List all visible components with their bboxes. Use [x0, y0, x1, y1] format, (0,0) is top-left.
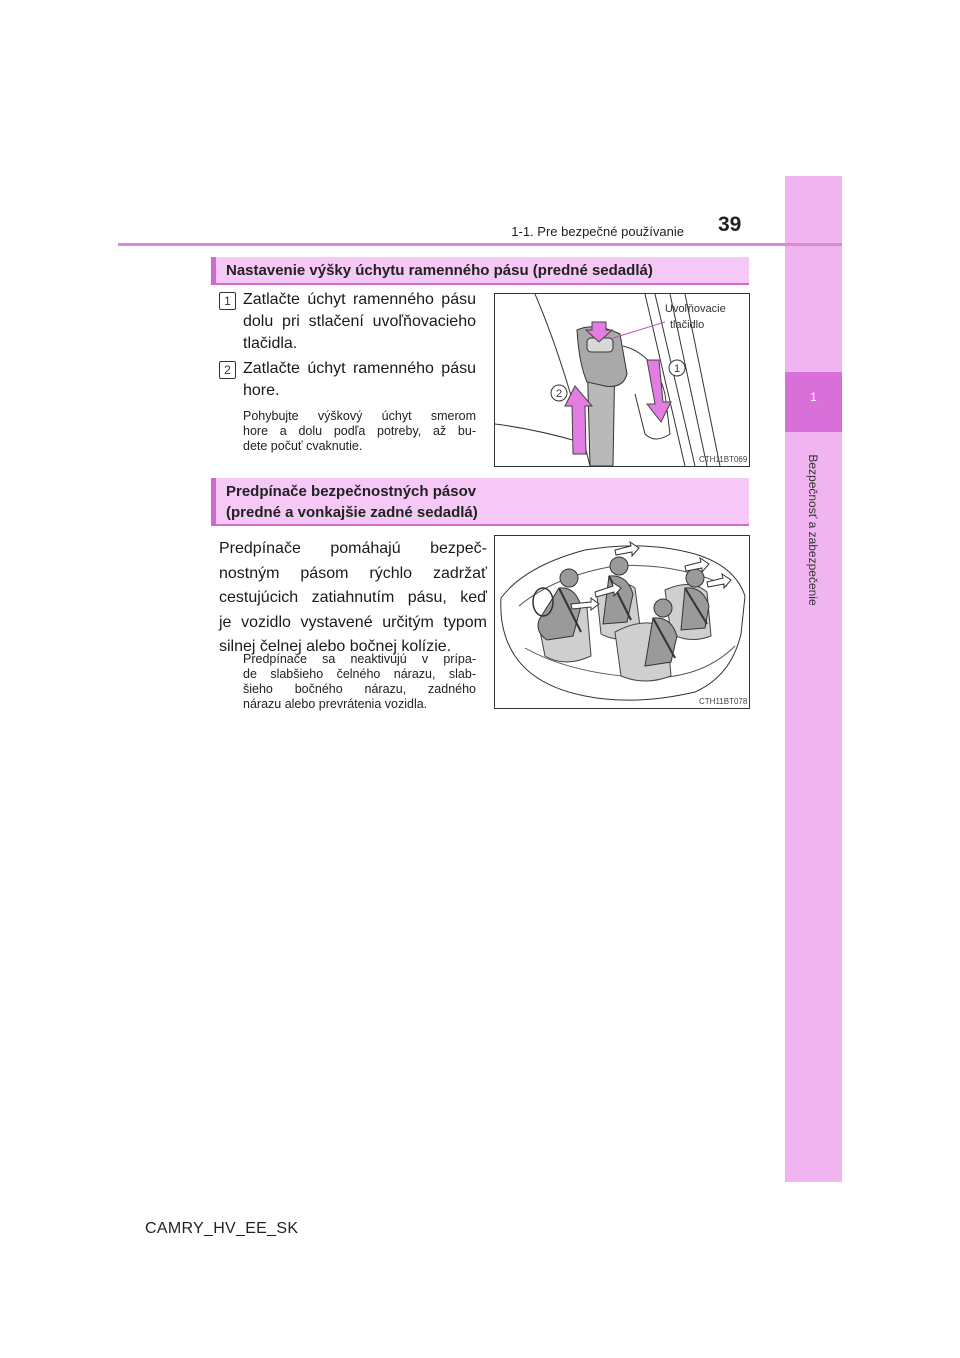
- header-title: 1-1. Pre bezpečné používanie: [511, 224, 684, 239]
- footer-document-code: CAMRY_HV_EE_SK: [145, 1220, 299, 1237]
- page-number: 39: [718, 213, 742, 236]
- section-1-note: Pohybujte výškový úchyt smerom hore a dolu podľa potreby, až bu- dete počuť cvaknutie.: [243, 409, 476, 453]
- marker-2-label: 2: [555, 388, 563, 400]
- step-2-text: Zatlačte úchyt ramenného pásu hore.: [243, 360, 476, 399]
- section-2-body: Predpínače pomáhajú bezpeč- nostným pásom rýchlo zadržať cestujúcich zatiahnutím pásu, keď je vozidlo vystavené určitým typom silnej čelnej alebo bočnej kolízie.: [219, 540, 487, 656]
- figure-1-code: CTH11BT069: [699, 455, 748, 464]
- step-number-1: 1: [219, 292, 236, 310]
- step-number-2: 2: [219, 361, 236, 379]
- marker-1-label: 1: [673, 363, 681, 375]
- release-button-callout-line-1: Uvoľňovacie: [665, 303, 726, 315]
- figure-2-code: CTH11BT078: [699, 697, 748, 706]
- step-1-text: Zatlačte úchyt ramenného pásu dolu pri stlačení uvoľňovacieho tlačidla.: [243, 291, 476, 352]
- section-heading-pretensioners: Predpínače bezpečnostných pásov (predné a vonkajšie zadné sedadlá): [211, 478, 749, 526]
- chapter-side-tab: [785, 176, 842, 1182]
- header-rule: [118, 243, 842, 246]
- figure-pretensioners: [494, 535, 750, 709]
- chapter-number: 1: [810, 390, 817, 404]
- shoulder-anchor-illustration: [495, 294, 749, 466]
- car-cutaway-illustration: [495, 536, 749, 708]
- figure-shoulder-anchor: [494, 293, 750, 467]
- section-2-note: Predpínače sa neaktivujú v prípa- de slabšieho čelného nárazu, slab- šieho bočného nárazu, zadného nárazu alebo prevrátenia vozidla.: [243, 652, 476, 711]
- chapter-title: Bezpečnosť a zabezpečenie: [806, 454, 820, 606]
- release-button-callout-line-2: tlačidlo: [670, 319, 705, 331]
- section-heading-shoulder-anchor: Nastavenie výšky úchytu ramenného pásu (predné sedadlá): [211, 257, 749, 285]
